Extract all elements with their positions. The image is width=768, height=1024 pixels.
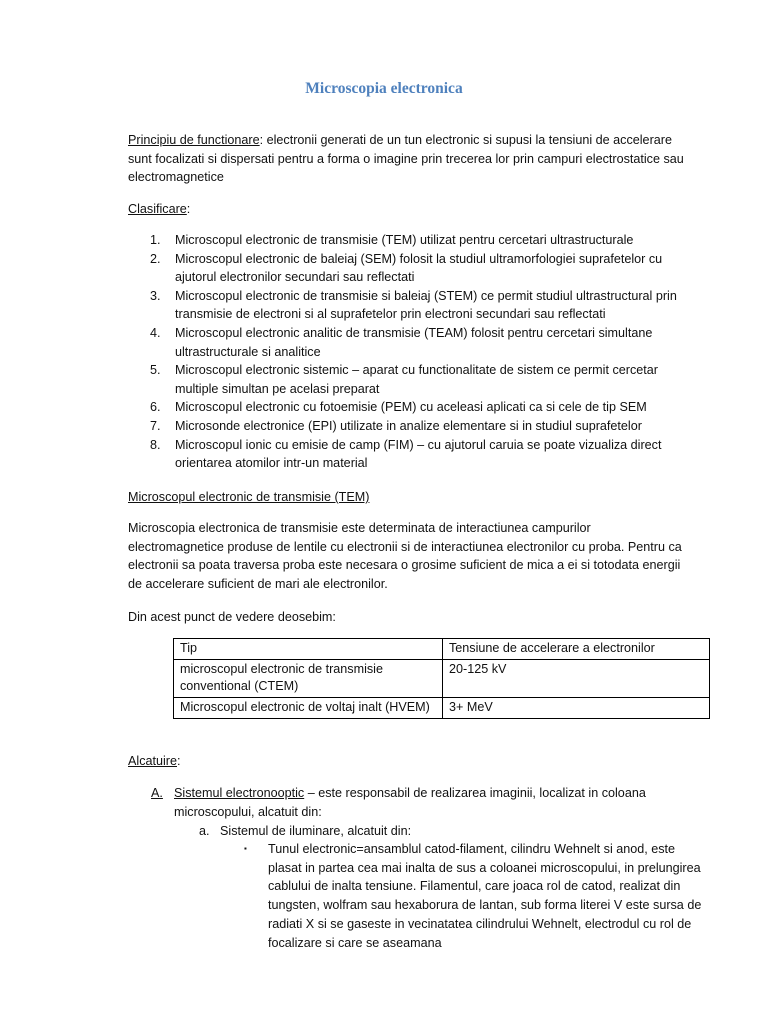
bullet-text: Tunul electronic=ansamblul catod-filament, cilindru Wehnelt si anod, este plasat in partea cea mai inalta de sus a coloanei microscopului, in prelungirea cablului de inalta tensiune. Filamentul, care joaca rol de catod, realizat din tungsten, wolfram sau hexaborura de lantan, sub forma literei V este sursa de radiati X si se gaseste in vecinatatea cilindrului Wehnelt, electrodul cu rol de focalizare si care se aseamana <box>268 842 702 950</box>
list-item: 1. Microscopul electronic de transmisie (TEM) utilizat pentru cercetari ultrastructurale <box>150 233 634 247</box>
table-row <box>174 698 710 719</box>
clasificare-heading-line: Clasificare: <box>128 202 191 216</box>
table-cell: microscopul electronic de transmisie conventional (CTEM) <box>174 660 443 698</box>
section-a-text: – este responsabil de realizarea imaginii, localizat in coloana microscopului, alcatuit din: <box>174 786 646 819</box>
bullet-item <box>244 840 704 952</box>
principiu-text: electronii generati de un tun electronic si supusi la tensiuni de accelerare sunt focalizati si dispersati pentru a forma o imagine prin trecerea lor prin campuri electrostatice sau electromagnetice <box>128 133 684 185</box>
list-item: 6. Microscopul electronic cu fotoemisie (PEM) cu aceleasi aplicati ca si cele de tip SEM <box>150 400 647 415</box>
subsection-a <box>199 822 411 841</box>
table-header-row <box>174 639 710 660</box>
table-header-cell: Tip <box>174 639 443 660</box>
table-cell: 3+ MeV <box>443 698 710 719</box>
alcatuire-heading: Alcatuire <box>128 754 177 768</box>
clasificare-list <box>128 231 688 473</box>
subsection-a-text: Sistemul de iluminare, alcatuit din: <box>220 824 412 838</box>
alcatuire-heading-line: Alcatuire: <box>128 754 181 768</box>
table-cell: Microscopul electronic de voltaj inalt (HVEM) <box>174 698 443 719</box>
list-item: 3. Microscopul electronic de transmisie si baleiaj (STEM) ce permit studiul ultrastructural prin transmisie de electroni si al suprafetelor prin electroni secundari sau reflectati <box>150 288 677 322</box>
bullet-square-icon: ▪ <box>244 844 247 853</box>
list-item: 8. Microscopul ionic cu emisie de camp (FIM) – cu ajutorul caruia se poate vizualiza direct orientarea atomilor intr-un material <box>150 437 662 471</box>
table-row <box>174 660 710 698</box>
list-item: 4. Microscopul electronic analitic de transmisie (TEAM) folosit pentru cercetari simultane ultrastructurale si analitice <box>150 325 653 359</box>
tem-heading-line <box>128 488 688 507</box>
tem-paragraph: Microscopia electronica de transmisie este determinata de interactiunea campurilor electromagnetice produse de lentile cu electronii si de interactiunea electronilor cu proba. Pentru ca electronii sa poata traversa proba este necesara o grosime suficient de mica a ei si totodata energii de accelerare suficient de mari ale electronilor. <box>128 521 682 592</box>
tem-intro: Din acest punct de vedere deosebim: <box>128 610 336 624</box>
section-a-label: A. <box>151 786 163 800</box>
section-a <box>151 784 691 821</box>
subsection-a-label: a. <box>199 824 210 838</box>
list-item: 5. Microscopul electronic sistemic – aparat cu functionalitate de sistem ce permit cercetar multiple simultan pe acelasi preparat <box>150 363 658 396</box>
table-cell: 20-125 kV <box>443 660 710 698</box>
tem-heading: Microscopul electronic de transmisie (TEM) <box>128 490 370 504</box>
principiu-heading: Principiu de functionare <box>128 133 260 147</box>
clasificare-heading: Clasificare <box>128 202 187 216</box>
section-a-title: Sistemul electronooptic <box>174 786 305 800</box>
tem-table <box>173 638 710 719</box>
list-item: 7. Microsonde electronice (EPI) utilizate in analize elementare si in studiul suprafetelor <box>150 418 642 433</box>
table-header-cell: Tensiune de accelerare a electronilor <box>443 639 710 660</box>
list-item: 2. Microscopul electronic de baleiaj (SEM) folosit la studiul ultramorfologiei suprafetelor cu ajutorul electronilor secundari sau reflectati <box>150 251 663 285</box>
principiu-paragraph: Principiu de functionare: electronii generati de un tun electronic si supusi la tensiuni de accelerare sunt focalizati si dispersati pentru a forma o imagine prin trecerea lor prin campuri electrostatice sau electromagnetice <box>128 133 684 185</box>
document-title: Microscopia electronica <box>305 80 463 97</box>
